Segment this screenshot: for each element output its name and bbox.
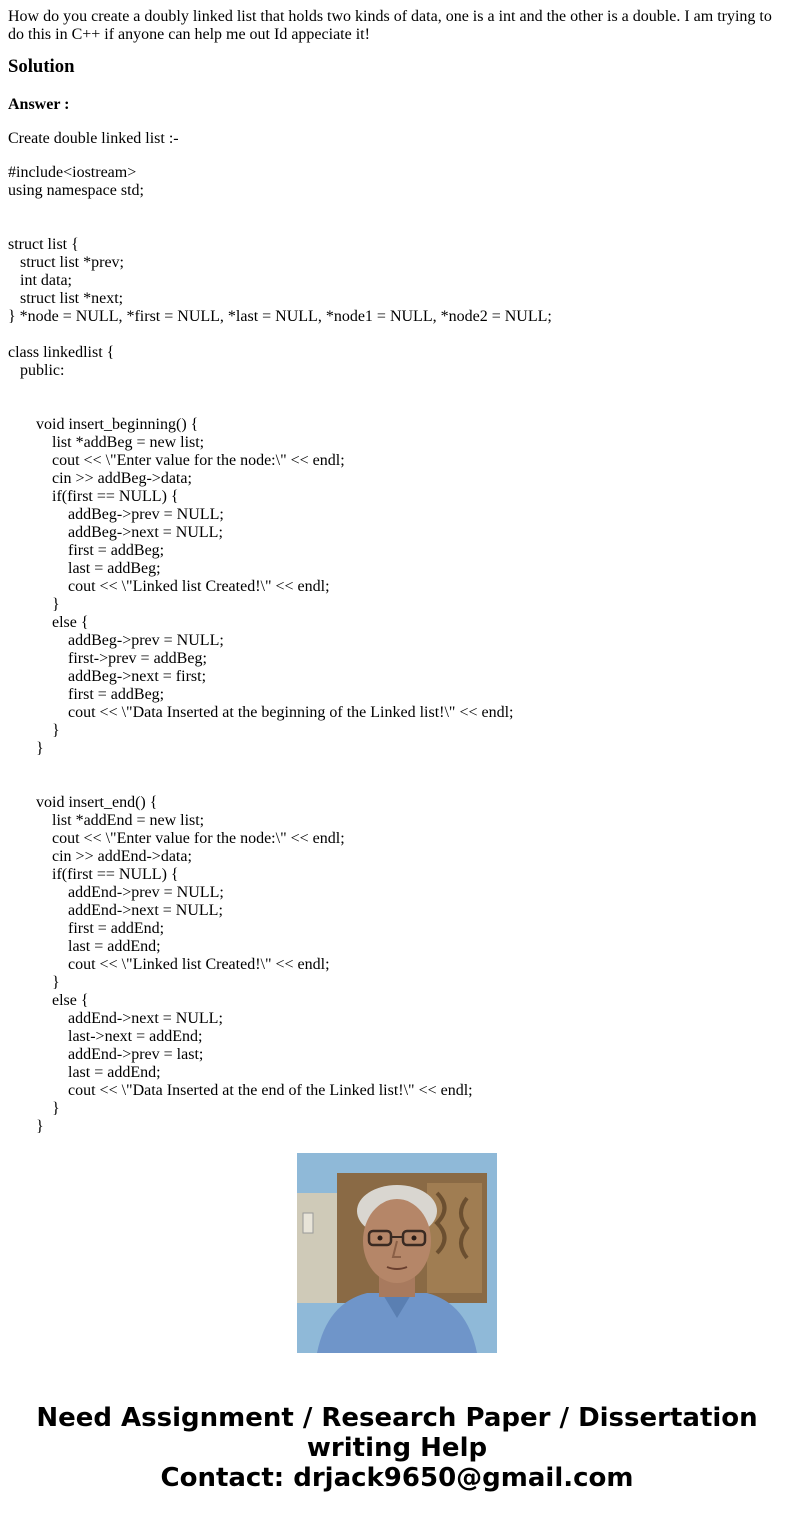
code-line: cin >> addBeg->data; — [8, 470, 192, 487]
code-line: int data; — [8, 272, 72, 289]
code-line: } — [8, 974, 60, 991]
question-text: How do you create a doubly linked list that holds two kinds of data, one is a int and the other is a double. I am trying to do this in C++ if anyone can help me out Id appeciate it! — [8, 8, 772, 43]
promo-line-2: writing Help — [306, 1433, 488, 1463]
code-line: last->next = addEnd; — [8, 1028, 203, 1045]
code-line: cout << \"Enter value for the node:\" << endl; — [8, 830, 345, 847]
code-line: addBeg->prev = NULL; — [8, 506, 224, 523]
code-line: public: — [8, 362, 65, 379]
code-line: addEnd->prev = last; — [8, 1046, 204, 1063]
code-line — [8, 758, 786, 776]
code-line: void insert_beginning() { — [8, 416, 199, 433]
code-line: last = addEnd; — [8, 938, 161, 955]
code-line: #include<iostream> — [8, 164, 137, 181]
code-line: first = addEnd; — [8, 920, 165, 937]
code-line: cin >> addEnd->data; — [8, 848, 192, 865]
code-line: addEnd->next = NULL; — [8, 902, 223, 919]
code-line: cout << \"Enter value for the node:\" << endl; — [8, 452, 345, 469]
code-line: if(first == NULL) { — [8, 866, 179, 883]
promo-line-1: Need Assignment / Research Paper / Dissertation — [36, 1403, 758, 1433]
code-line: addBeg->prev = NULL; — [8, 632, 224, 649]
code-line: addEnd->prev = NULL; — [8, 884, 224, 901]
code-line: cout << \"Data Inserted at the end of the Linked list!\" << endl; — [8, 1082, 473, 1099]
code-line: using namespace std; — [8, 182, 144, 199]
intro-text: Create double linked list :- — [8, 130, 179, 147]
code-line: list *addBeg = new list; — [8, 434, 205, 451]
code-line — [8, 218, 786, 236]
code-line — [8, 380, 786, 398]
code-block — [8, 164, 786, 1136]
code-line: struct list *prev; — [8, 254, 124, 271]
author-avatar — [297, 1153, 497, 1353]
code-line: } — [8, 740, 44, 757]
answer-label: Answer : — [8, 96, 70, 113]
promo-contact: Contact: drjack9650@gmail.com — [160, 1463, 634, 1493]
code-line: list *addEnd = new list; — [8, 812, 205, 829]
code-line: addBeg->next = first; — [8, 668, 207, 685]
code-line — [8, 200, 786, 218]
code-line: addEnd->next = NULL; — [8, 1010, 223, 1027]
code-line: else { — [8, 992, 89, 1009]
code-line: class linkedlist { — [8, 344, 115, 361]
code-line — [8, 776, 786, 794]
code-line: struct list { — [8, 236, 79, 253]
code-line: addBeg->next = NULL; — [8, 524, 223, 541]
code-line: last = addBeg; — [8, 560, 161, 577]
code-line: else { — [8, 614, 89, 631]
code-line: cout << \"Data Inserted at the beginning of the Linked list!\" << endl; — [8, 704, 514, 721]
code-line: cout << \"Linked list Created!\" << endl; — [8, 956, 330, 973]
code-line: first = addBeg; — [8, 542, 165, 559]
solution-heading: Solution — [8, 56, 75, 77]
code-line: } — [8, 722, 60, 739]
promo-banner — [0, 1403, 794, 1493]
code-line: void insert_end() { — [8, 794, 158, 811]
code-line: struct list *next; — [8, 290, 124, 307]
code-line — [8, 398, 786, 416]
code-line: } — [8, 1100, 60, 1117]
code-line: if(first == NULL) { — [8, 488, 179, 505]
code-line: first->prev = addBeg; — [8, 650, 207, 667]
code-line — [8, 326, 786, 344]
code-line: } *node = NULL, *first = NULL, *last = NULL, *node1 = NULL, *node2 = NULL; — [8, 308, 552, 325]
code-line: cout << \"Linked list Created!\" << endl; — [8, 578, 330, 595]
code-line: } — [8, 1118, 44, 1135]
code-line: } — [8, 596, 60, 613]
code-line: first = addBeg; — [8, 686, 165, 703]
code-line: last = addEnd; — [8, 1064, 161, 1081]
solution-content — [8, 8, 786, 1135]
